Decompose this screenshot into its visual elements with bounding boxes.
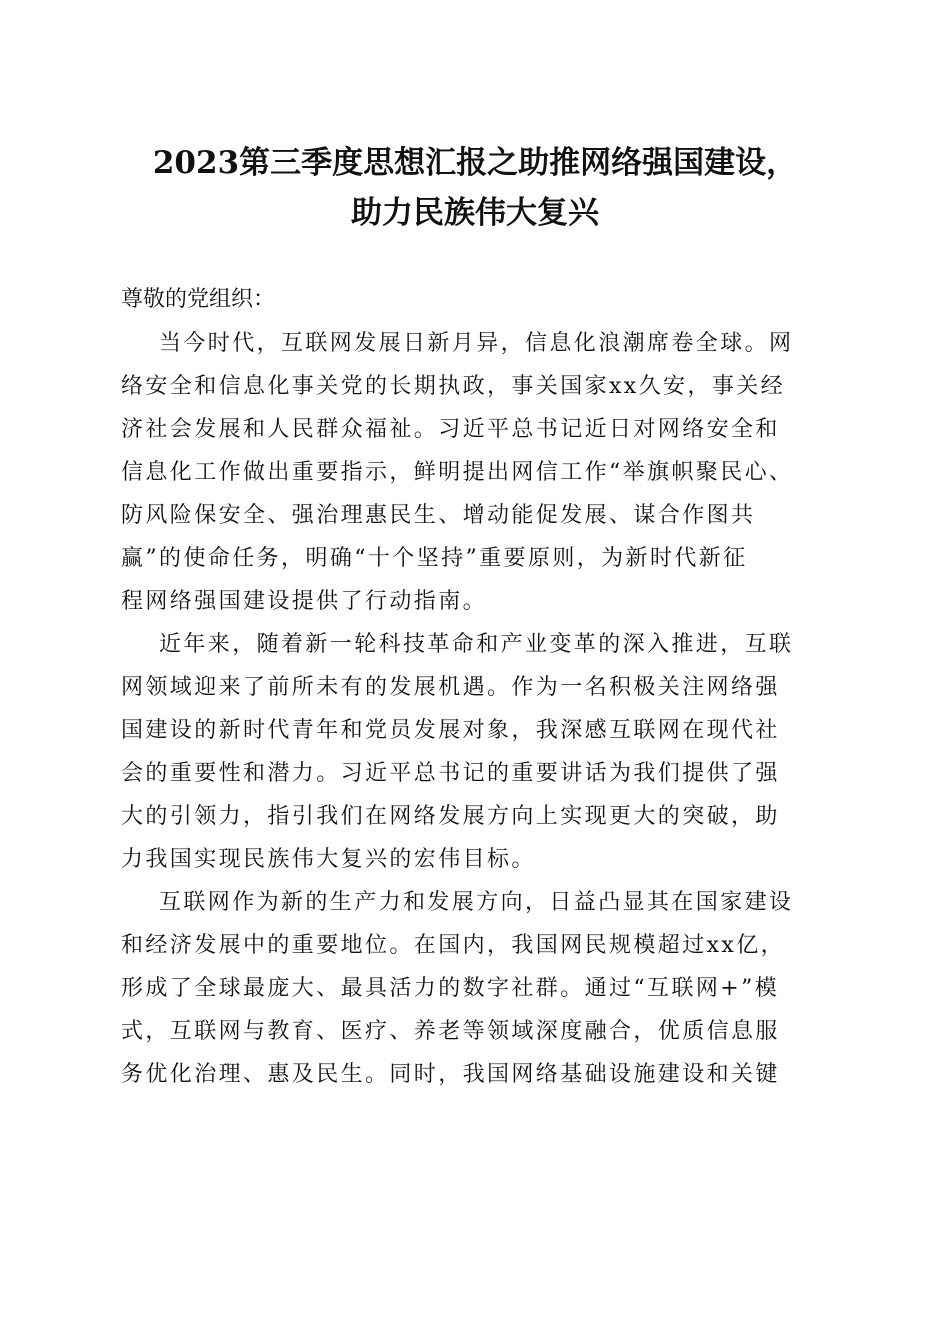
paragraph-line: 务优化治理、惠及民生。同时，我国网络基础设施建设和关键 bbox=[121, 1062, 780, 1087]
paragraph-line: 济社会发展和人民群众福祉。习近平总书记近日对网络安全和 bbox=[121, 417, 780, 442]
paragraph-line: 赢”的使命任务，明确“十个坚持”重要原则，为新时代新征 bbox=[121, 546, 748, 571]
paragraph-line: 会的重要性和潜力。习近平总书记的重要讲话为我们提供了强 bbox=[121, 761, 780, 786]
paragraph-line: 互联网作为新的生产力和发展方向，日益凸显其在国家建设 bbox=[159, 890, 794, 915]
paragraph-line: 络安全和信息化事关党的长期执政，事关国家xx久安，事关经 bbox=[121, 374, 786, 399]
title-line-1: 2023第三季度思想汇报之助推网络强国建设， bbox=[152, 145, 798, 181]
document-title bbox=[100, 138, 850, 238]
document-body bbox=[121, 322, 833, 1096]
paragraph-line: 国建设的新时代青年和党员发展对象，我深感互联网在现代社 bbox=[121, 718, 780, 743]
paragraph-line: 大的引领力，指引我们在网络发展方向上实现更大的突破，助 bbox=[121, 804, 780, 829]
salutation: 尊敬的党组织： bbox=[121, 287, 276, 312]
paragraph-line: 和经济发展中的重要地位。在国内，我国网民规模超过xx亿， bbox=[121, 933, 786, 958]
paragraph-line: 当今时代，互联网发展日新月异，信息化浪潮席卷全球。网 bbox=[159, 331, 794, 356]
paragraph-line: 信息化工作做出重要指示，鲜明提出网信工作“举旗帜聚民心、 bbox=[121, 460, 794, 485]
paragraph-line: 网领域迎来了前所未有的发展机遇。作为一名积极关注网络强 bbox=[121, 675, 780, 700]
paragraph-line: 防风险保安全、强治理惠民生、增动能促发展、谋合作图共 bbox=[121, 503, 756, 528]
paragraph-line: 程网络强国建设提供了行动指南。 bbox=[121, 589, 488, 614]
paragraph-line: 式，互联网与教育、医疗、养老等领域深度融合，优质信息服 bbox=[121, 1019, 780, 1044]
paragraph-line: 近年来，随着新一轮科技革命和产业变革的深入推进，互联 bbox=[159, 632, 794, 657]
paragraph-line: 形成了全球最庞大、最具活力的数字社群。通过“互联网+”模 bbox=[121, 976, 780, 1001]
paragraph-line: 力我国实现民族伟大复兴的宏伟目标。 bbox=[121, 847, 536, 872]
title-line-2: 助力民族伟大复兴 bbox=[351, 195, 599, 231]
